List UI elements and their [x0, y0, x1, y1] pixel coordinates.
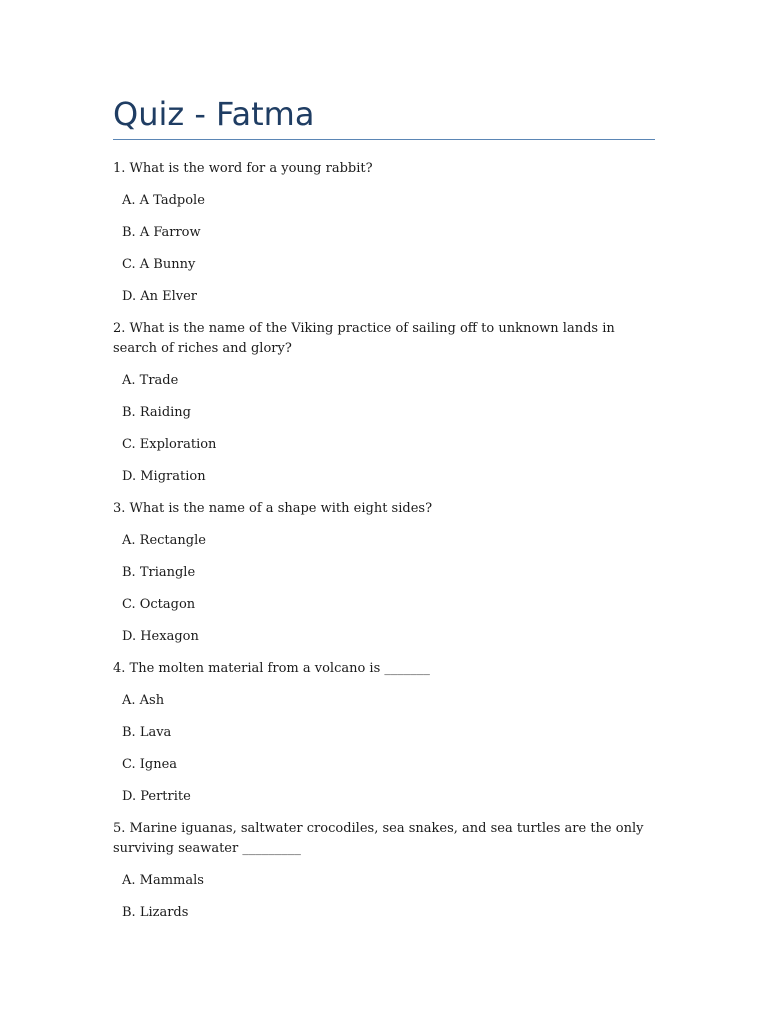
question-5: [113, 819, 658, 923]
question-text: 4. The molten material from a volcano is _______: [113, 661, 430, 676]
answer-option: C. Ignea: [122, 757, 178, 772]
question-text: 3. What is the name of a shape with eight sides?: [113, 501, 433, 516]
answer-option: A. A Tadpole: [122, 193, 205, 208]
answer-option: C. Octagon: [122, 597, 196, 612]
answer-option: D. Migration: [122, 469, 206, 484]
answer-option: D. An Elver: [122, 289, 198, 304]
answer-option: C. A Bunny: [122, 257, 196, 272]
question-2: [113, 319, 658, 487]
question-4: [113, 659, 658, 807]
question-3: [113, 499, 658, 647]
page-title: Quiz - Fatma: [113, 95, 315, 133]
answer-option: C. Exploration: [122, 437, 217, 452]
question-text: 1. What is the word for a young rabbit?: [113, 161, 373, 176]
answer-option: B. Lizards: [122, 905, 189, 920]
question-text: 2. What is the name of the Viking practice of sailing off to unknown lands in search of riches and glory?: [113, 321, 615, 356]
answer-option: D. Hexagon: [122, 629, 199, 644]
answer-option: D. Pertrite: [122, 789, 191, 804]
answer-option: B. Triangle: [122, 565, 196, 580]
answer-option: A. Mammals: [122, 873, 204, 888]
question-1: [113, 159, 658, 307]
answer-option: B. Raiding: [122, 405, 191, 420]
question-list: [113, 159, 658, 935]
answer-option: B. A Farrow: [122, 225, 201, 240]
answer-option: A. Trade: [122, 373, 179, 388]
title-divider: [113, 139, 655, 140]
answer-option: B. Lava: [122, 725, 172, 740]
question-text: 5. Marine iguanas, saltwater crocodiles, sea snakes, and sea turtles are the only surviving seawater _________: [113, 821, 644, 856]
answer-option: A. Ash: [122, 693, 165, 708]
answer-option: A. Rectangle: [122, 533, 206, 548]
